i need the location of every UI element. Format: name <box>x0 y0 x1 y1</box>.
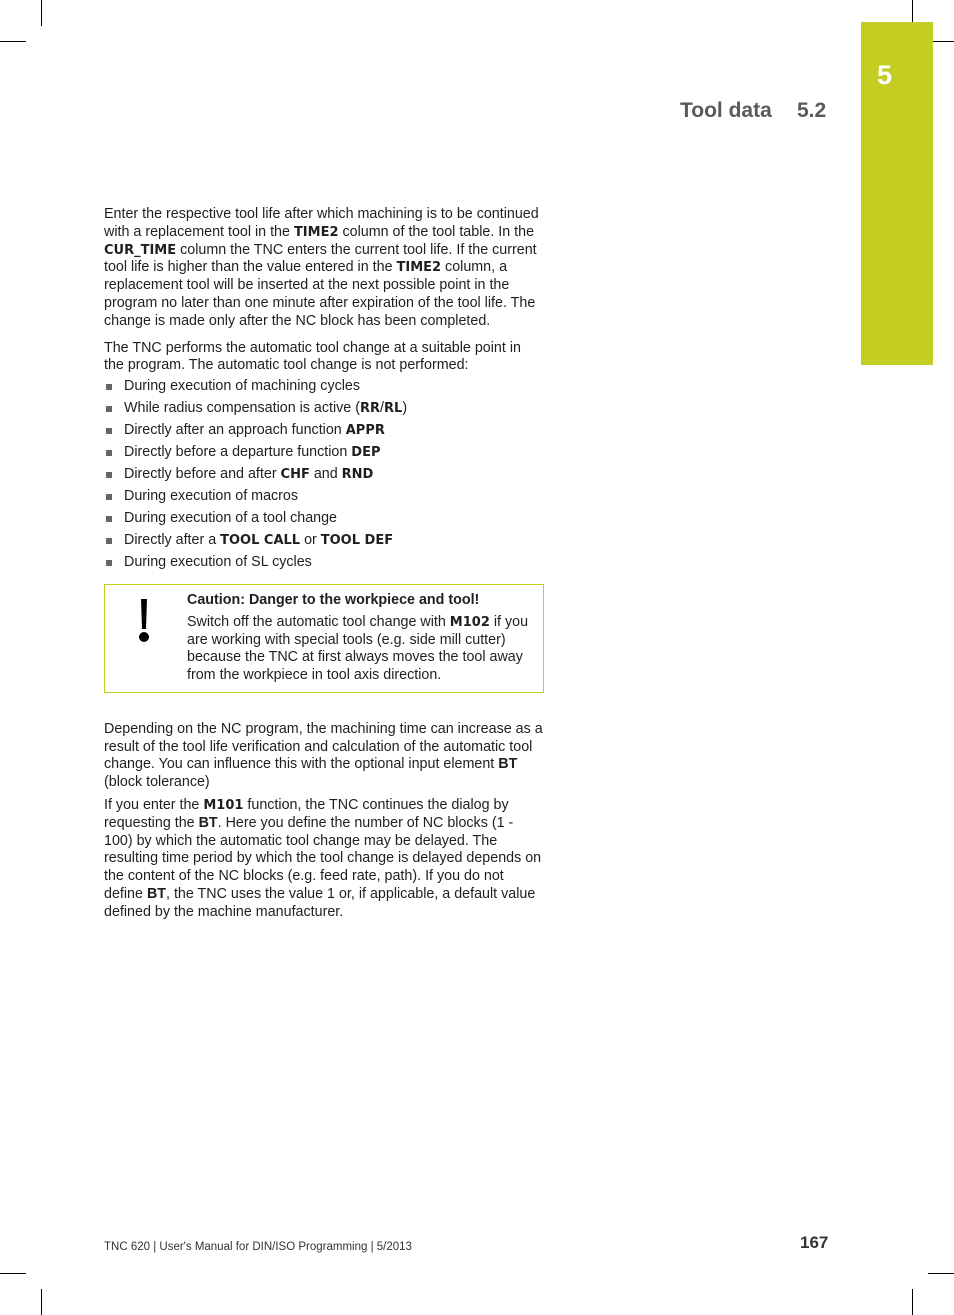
paragraph: Enter the respective tool life after which machining is to be continued with a replacement tool in the TIME2 column of the tool table. In the CUR_TIME column the TNC enters the current tool life. If the current tool life is higher than the value entered in the TIME2 column, a replacement tool will be inserted at the next possible point in the program no later than one minute after expiration of the tool life. The change is made only after the NC block has been completed. <box>104 206 539 329</box>
crop-mark <box>0 1273 26 1274</box>
caution-box <box>104 584 544 693</box>
bullet-icon <box>106 384 112 390</box>
paragraph: Depending on the NC program, the machining time can increase as a result of the tool life verification and calculation of the automatic tool change. You can influence this with the optional input element BT (block tolerance) <box>104 720 543 791</box>
list-item: During execution of SL cycles <box>104 554 544 572</box>
bullet-icon <box>106 538 112 544</box>
list-item: During execution of a tool change <box>104 510 544 528</box>
list-item: Directly before and after CHF and RND <box>104 466 544 484</box>
page-number: 167 <box>800 1233 829 1252</box>
bullet-icon <box>106 560 112 566</box>
crop-mark <box>41 0 42 26</box>
main-content <box>104 206 544 931</box>
bullet-icon <box>106 494 112 500</box>
bullet-icon <box>106 406 112 412</box>
crop-mark <box>928 1273 954 1274</box>
list-item: Directly before a departure function DEP <box>104 444 544 462</box>
section-title: Tool data <box>680 99 772 122</box>
crop-mark <box>912 1289 913 1315</box>
bullet-icon <box>106 428 112 434</box>
paragraph: If you enter the M101 function, the TNC continues the dialog by requesting the BT. Here you define the number of NC blocks (1 - 100) by which the automatic tool change may be delayed. The resulting time period by which the tool change is delayed depends on the content of the NC blocks (e.g. feed rate, path). If you do not define BT, the TNC uses the value 1 or, if applicable, a default value defined by the machine manufacturer. <box>104 797 542 920</box>
crop-mark <box>41 1289 42 1315</box>
bullet-icon <box>106 450 112 456</box>
bullet-list <box>104 378 544 572</box>
footer-text: TNC 620 | User's Manual for DIN/ISO Programming | 5/2013 <box>104 1241 412 1253</box>
chapter-tab <box>861 22 933 365</box>
exclamation-icon <box>137 597 151 645</box>
list-item: Directly after an approach function APPR <box>104 422 544 440</box>
crop-mark <box>0 41 26 42</box>
bullet-icon <box>106 472 112 478</box>
caution-title: Caution: Danger to the workpiece and tool! <box>187 591 480 608</box>
section-number: 5.2 <box>797 99 827 122</box>
chapter-number: 5 <box>877 60 893 90</box>
caution-body: Switch off the automatic tool change with M102 if you are working with special tools (e.g. side mill cutter) because the TNC at first always moves the tool away from the workpiece in tool axis direction. <box>187 613 529 684</box>
list-item: During execution of machining cycles <box>104 378 544 396</box>
bullet-icon <box>106 516 112 522</box>
list-item: While radius compensation is active (RR/RL) <box>104 400 544 418</box>
paragraph: The TNC performs the automatic tool change at a suitable point in the program. The automatic tool change is not performed: <box>104 339 521 374</box>
list-item: During execution of macros <box>104 488 544 506</box>
list-item: Directly after a TOOL CALL or TOOL DEF <box>104 532 544 550</box>
